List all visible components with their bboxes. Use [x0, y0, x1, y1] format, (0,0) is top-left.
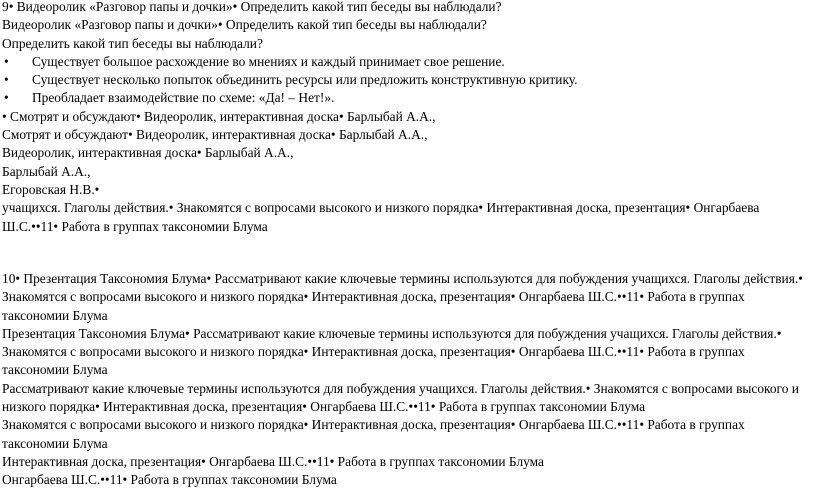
bullet-list-item [2, 89, 814, 107]
text-paragraph: 10• Презентация Таксономия Блума• Рассматривают какие ключевые термины используются для побуждения учащихся. Глаголы действия.• Знакомятся с вопросами высокого и низкого порядка• Интерактивная доска, презентация• Онгарбаева Ш.С.••11• Работа в группах таксономии Блума [2, 271, 803, 323]
text-paragraph: Онгарбаева Ш.С.••11• Работа в группах таксономии Блума [2, 472, 337, 488]
text-paragraph: учащихся. Глаголы действия.• Знакомятся с вопросами высокого и низкого порядка• Интерактивная доска, презентация• Онгарбаева Ш.С.••11• Работа в группах таксономии Блума [2, 200, 760, 234]
text-line: 9• Видеоролик «Разговор папы и дочки»• Определить какой тип беседы вы наблюдали? [2, 0, 502, 14]
lesson-row-9 [2, 0, 814, 236]
text-line: Смотрят и обсуждают• Видеоролик, интерактивная доска• Барлыбай А.А., [2, 127, 428, 143]
text-line: Барлыбай А.А., [2, 163, 91, 179]
text-line: • Смотрят и обсуждают• Видеоролик, интерактивная доска• Барлыбай А.А., [2, 108, 436, 124]
bullet-text: Существует большое расхождение во мнениях и каждый принимает свое решение. [32, 53, 505, 69]
bullet-text: Преобладает взаимодействие по схеме: «Да! – Нет!». [32, 90, 335, 106]
bullet-icon: • [4, 53, 9, 69]
text-line: Видеоролик, интерактивная доска• Барлыбай А.А., [2, 145, 294, 161]
text-paragraph: Рассматривают какие ключевые термины используются для побуждения учащихся. Глаголы действия.• Знакомятся с вопросами высокого и низкого порядка• Интерактивная доска, презентация• Онгарбаева Ш.С.••11• Работа в группах таксономии Блума [2, 380, 799, 415]
bullet-list-item [2, 71, 814, 89]
text-paragraph: Презентация Таксономия Блума• Рассматривают какие ключевые термины используются для побуждения учащихся. Глаголы действия.• Знакомятся с вопросами высокого и низкого порядка• Интерактивная доска, презентация• Онгарбаева Ш.С.••11• Работа в группах таксономии Блума [2, 325, 782, 378]
text-line: Егоровская Н.В.• [2, 181, 100, 197]
bullet-list-item [2, 53, 814, 71]
text-line: Видеоролик «Разговор папы и дочки»• Определить какой тип беседы вы наблюдали? [2, 17, 487, 33]
text-line: Определить какой тип беседы вы наблюдали? [2, 35, 263, 51]
text-paragraph: Интерактивная доска, презентация• Онгарбаева Ш.С.••11• Работа в группах таксономии Блума [2, 453, 544, 469]
bullet-icon: • [4, 90, 9, 106]
bullet-text: Существует несколько попыток объединить ресурсы или предложить конструктивную критику. [32, 72, 578, 88]
text-paragraph: Знакомятся с вопросами высокого и низкого порядка• Интерактивная доска, презентация• Онгарбаева Ш.С.••11• Работа в группах таксономии Блума [2, 417, 745, 451]
lesson-row-10 [2, 270, 814, 490]
bullet-icon: • [4, 72, 9, 88]
